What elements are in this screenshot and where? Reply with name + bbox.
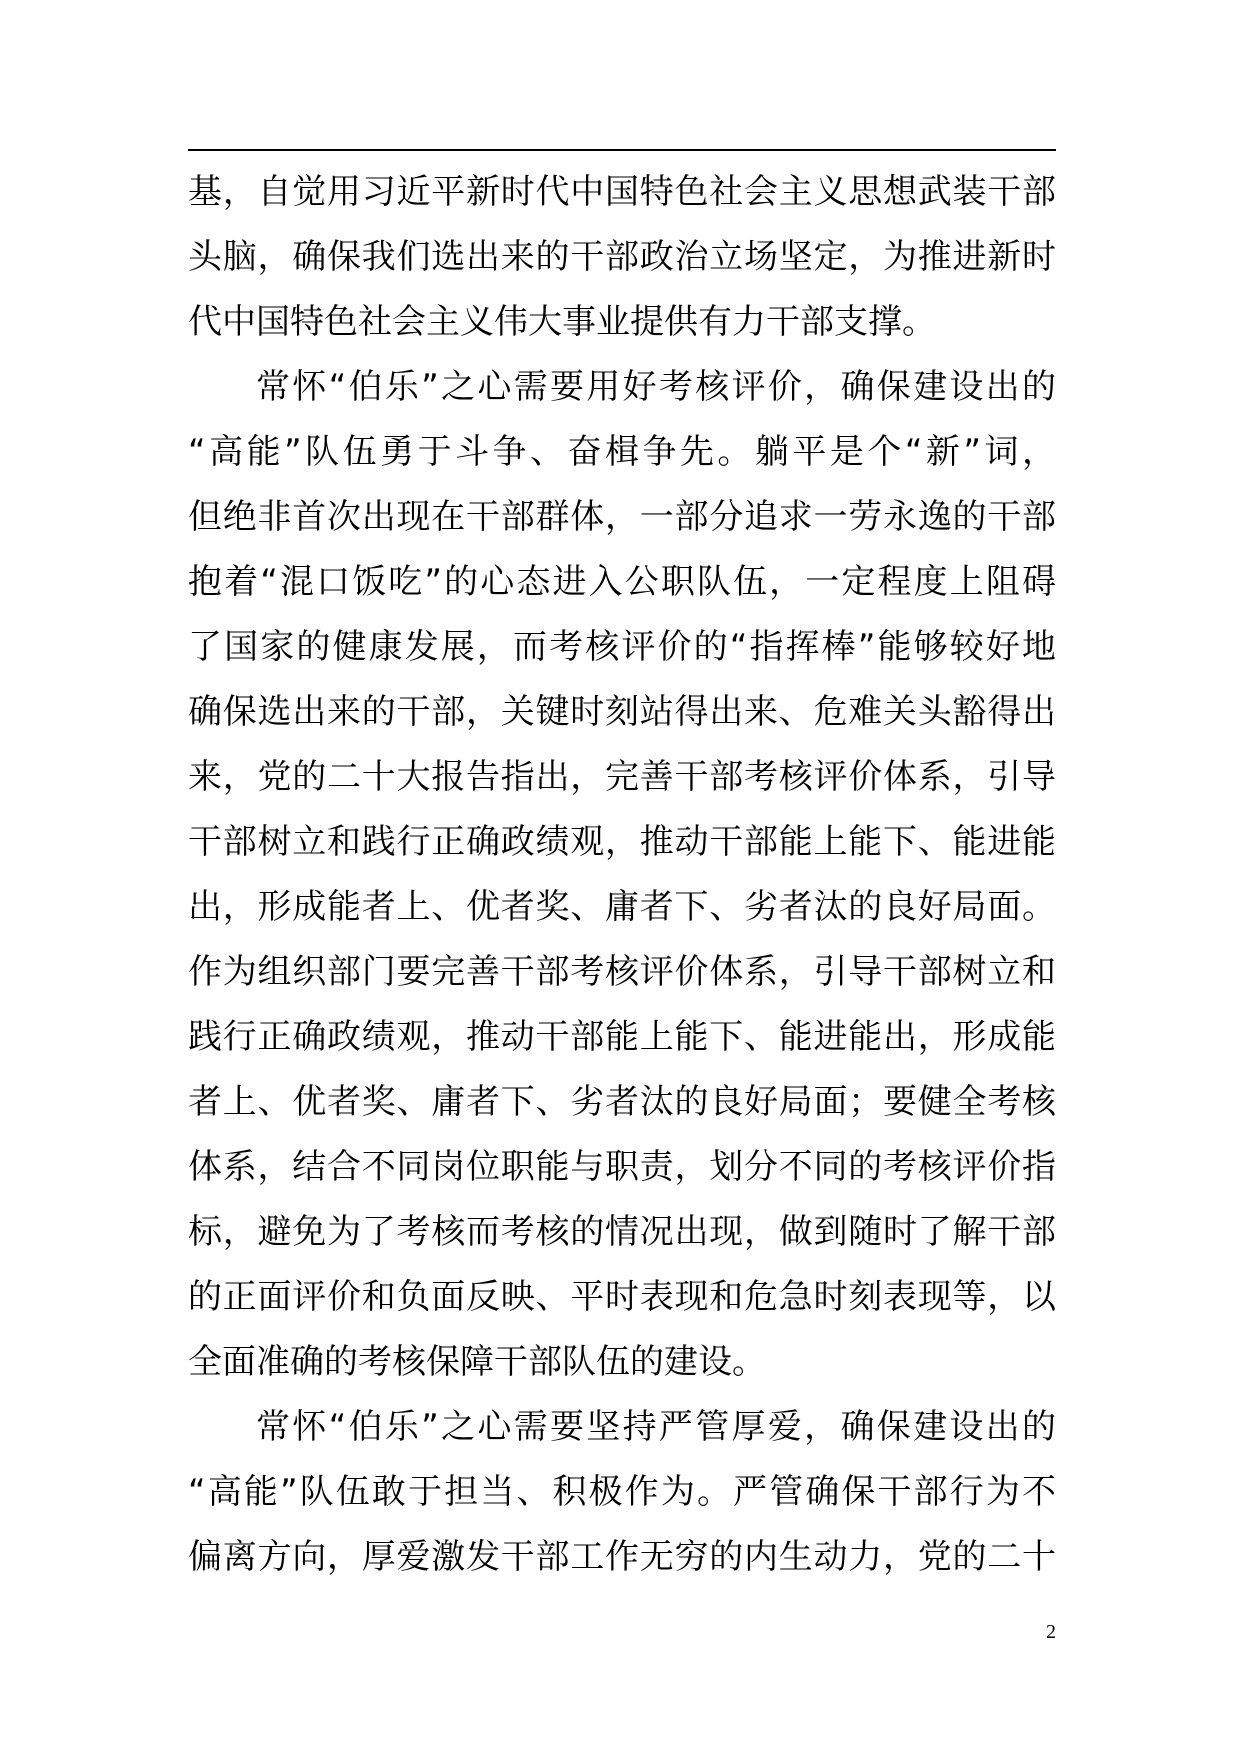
text-line: 出，形成能者上、优者奖、庸者下、劣者汰的良好局面。 — [188, 887, 1056, 927]
header-rule — [188, 149, 1056, 151]
text-line: 全面准确的考核保障干部队伍的建设。 — [188, 1342, 766, 1382]
text-line: 偏离方向，厚爱激发干部工作无穷的内生动力，党的二十 — [188, 1537, 1056, 1577]
text-line: 来，党的二十大报告指出，完善干部考核评价体系，引导 — [188, 757, 1056, 797]
text-line: 基，自觉用习近平新时代中国特色社会主义思想武装干部 — [188, 172, 1056, 212]
text-line: 者上、优者奖、庸者下、劣者汰的良好局面；要健全考核 — [188, 1082, 1056, 1122]
text-line: 干部树立和践行正确政绩观，推动干部能上能下、能进能 — [188, 822, 1056, 862]
text-line: 标，避免为了考核而考核的情况出现，做到随时了解干部 — [188, 1212, 1056, 1252]
text-line: 体系，结合不同岗位职能与职责，划分不同的考核评价指 — [188, 1147, 1056, 1187]
text-line: 头脑，确保我们选出来的干部政治立场坚定，为推进新时 — [188, 237, 1056, 277]
text-line: “高能”队伍敢于担当、积极作为。严管确保干部行为不 — [188, 1472, 1056, 1512]
text-line: 了国家的健康发展，而考核评价的“指挥棒”能够较好地 — [188, 627, 1056, 667]
body-text — [188, 160, 1056, 1590]
text-line: 作为组织部门要完善干部考核评价体系，引导干部树立和 — [188, 952, 1056, 992]
text-line: 确保选出来的干部，关键时刻站得出来、危难关头豁得出 — [188, 692, 1056, 732]
text-line: 的正面评价和负面反映、平时表现和危急时刻表现等，以 — [188, 1277, 1056, 1317]
text-line: 抱着“混口饭吃”的心态进入公职队伍，一定程度上阻碍 — [188, 562, 1056, 602]
page-number: 2 — [1046, 1621, 1056, 1643]
text-line: 常怀“伯乐”之心需要坚持严管厚爱，确保建设出的 — [256, 1407, 1056, 1447]
text-line: 践行正确政绩观，推动干部能上能下、能进能出，形成能 — [188, 1017, 1056, 1057]
text-line: 常怀“伯乐”之心需要用好考核评价，确保建设出的 — [256, 367, 1056, 407]
text-line: 但绝非首次出现在干部群体，一部分追求一劳永逸的干部 — [188, 497, 1056, 537]
text-line: 代中国特色社会主义伟大事业提供有力干部支撑。 — [188, 302, 936, 342]
text-line: “高能”队伍勇于斗争、奋楫争先。躺平是个“新”词， — [188, 432, 1056, 472]
